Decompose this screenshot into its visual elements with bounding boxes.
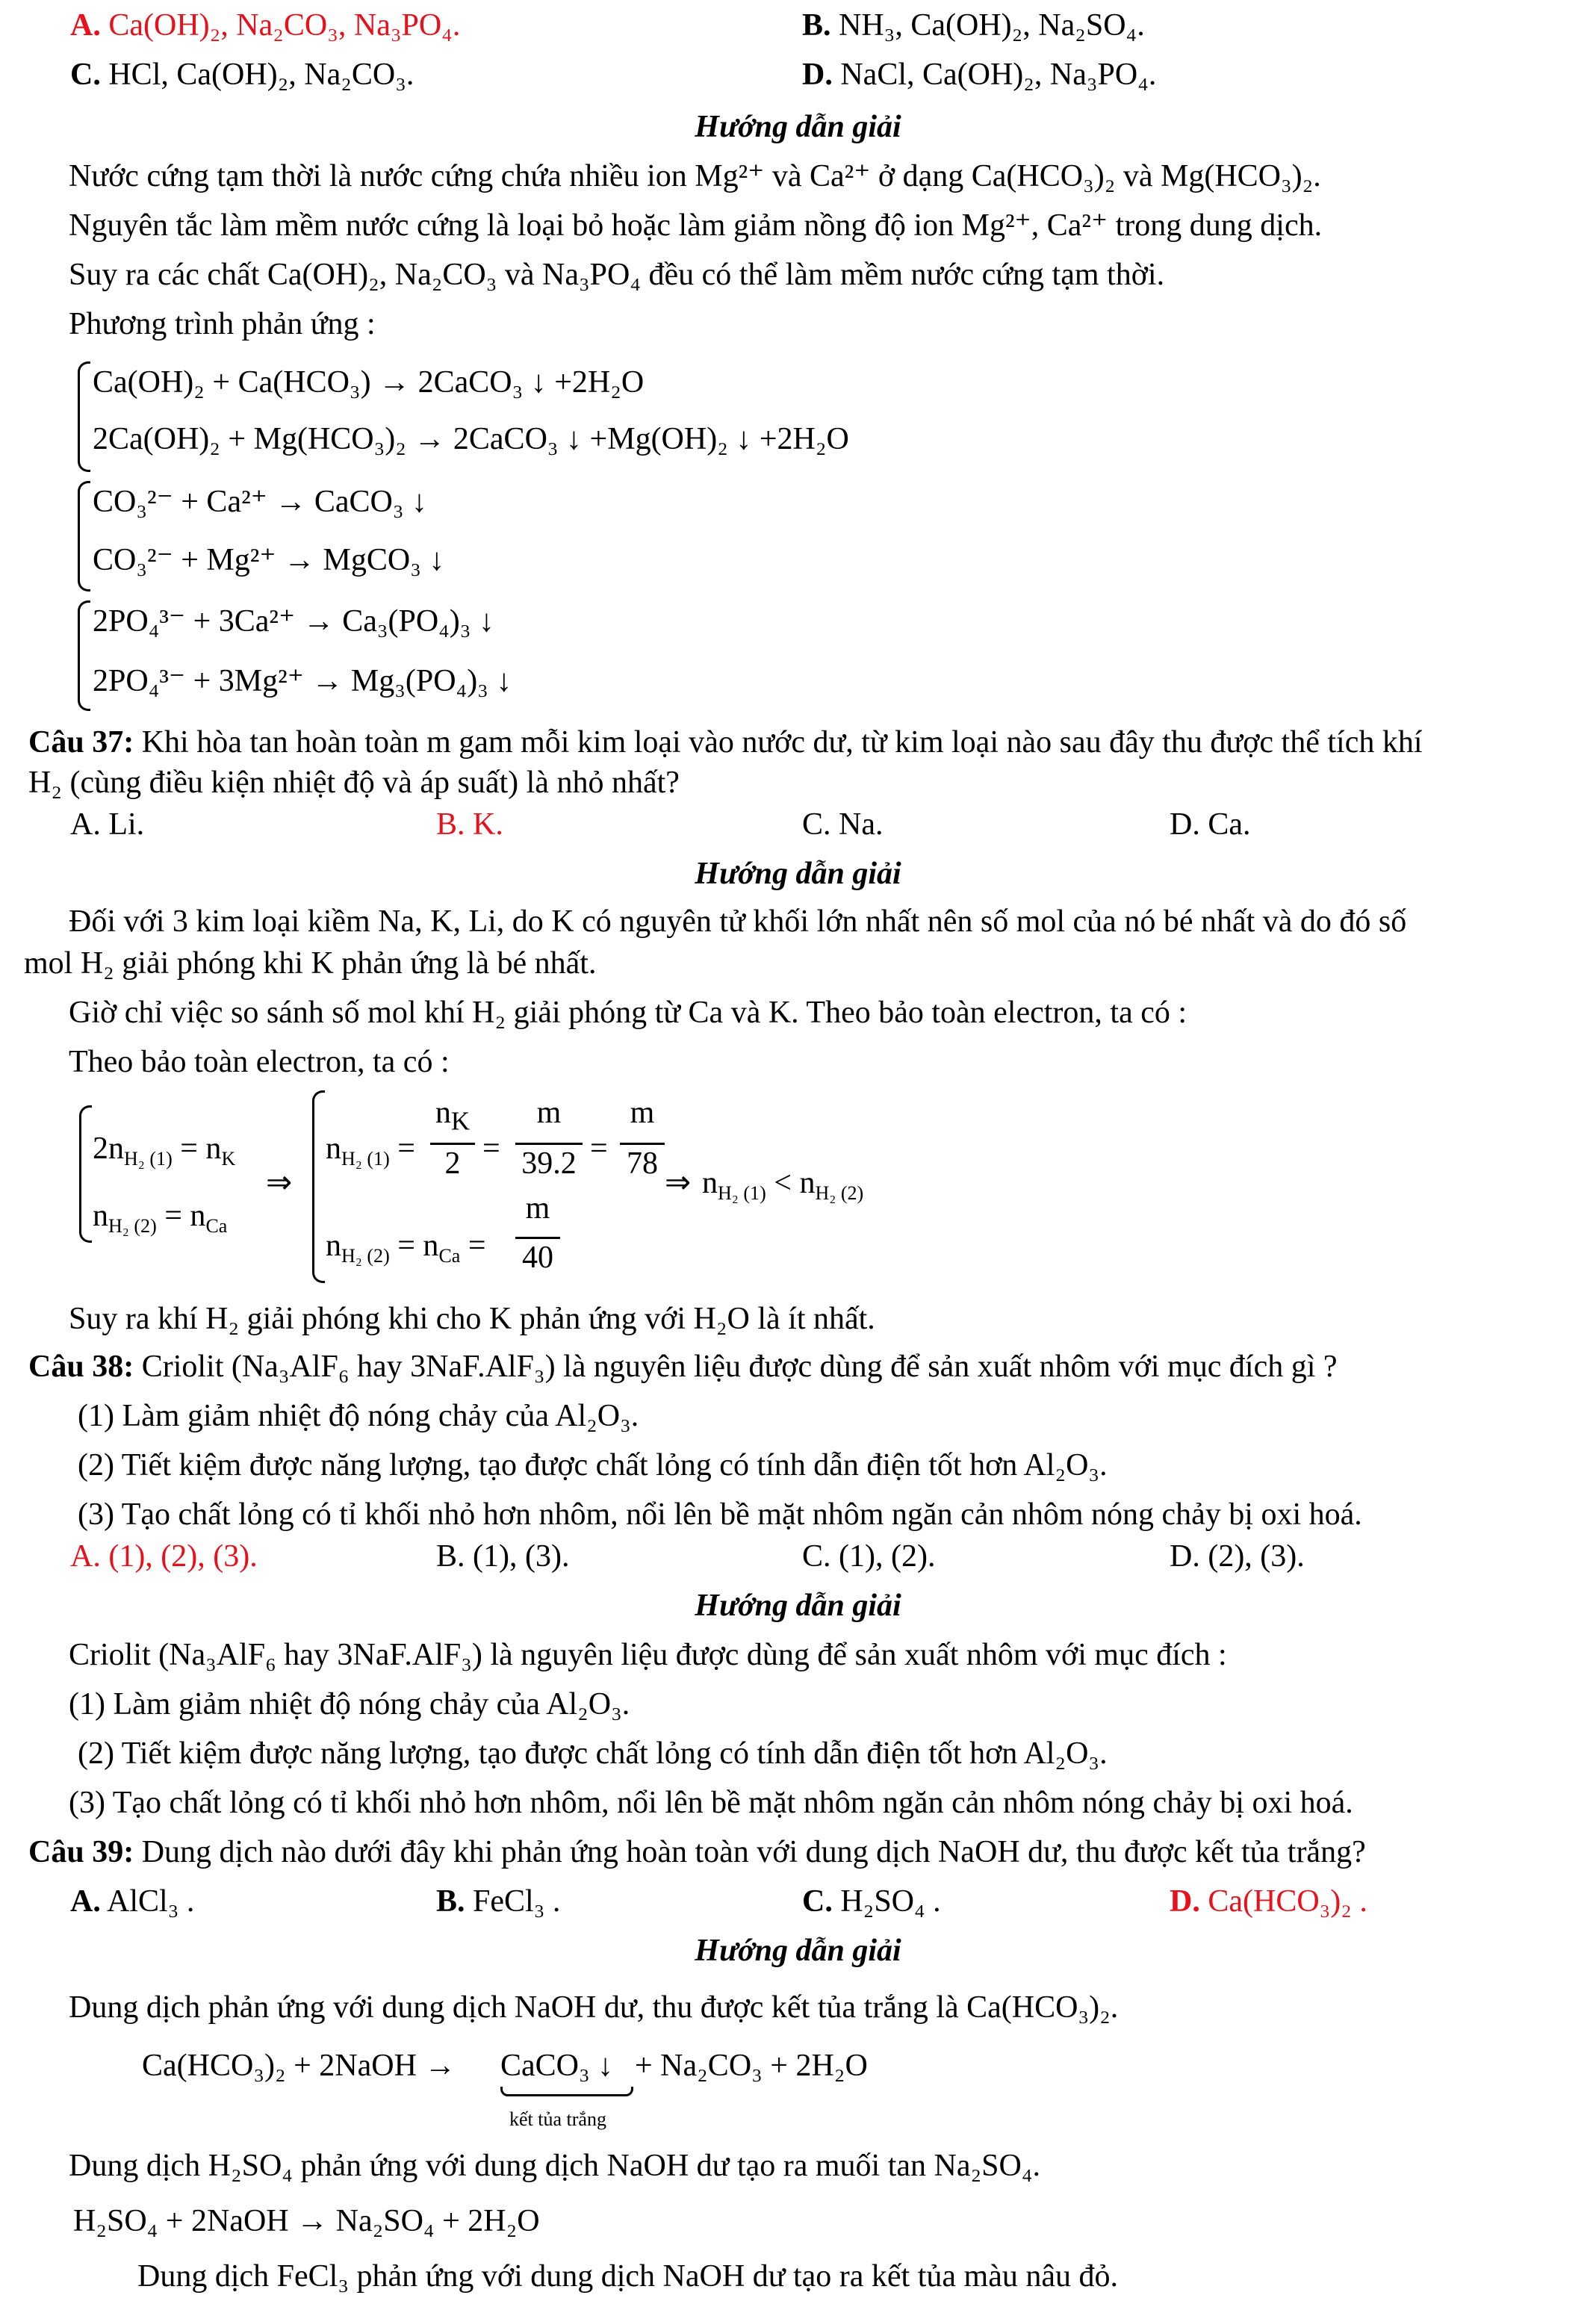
q39-equation-1-right: + Na₂CO₃ + 2H₂O [635, 2049, 868, 2083]
q36-solution-heading: Hướng dẫn giải [695, 110, 901, 144]
q37-question-line1: Câu 37: Khi hòa tan hoàn toàn m gam mỗi kim loại vào nước dư, từ kim loại nào sau đây thu được thể tích khí [28, 725, 1423, 760]
frac-m-num-2: m [630, 1096, 655, 1130]
q37-option-d: D. Ca. [1170, 807, 1251, 842]
math-eq-1: = [482, 1131, 500, 1166]
q38-question: Câu 38: Criolit (Na₃AlF₆ hay 3NaF.AlF₃) là nguyên liệu được dùng để sản xuất nhôm với mục đích gì ? [28, 1350, 1338, 1384]
frac-m-num-1: m [536, 1096, 562, 1130]
q39-option-b: B. FeCl₃ . [436, 1884, 561, 1919]
q37-solution-s2: mol H₂ giải phóng khi K phản ứng là bé nhất. [24, 946, 597, 981]
q38-solution-s2: (1) Làm giảm nhiệt độ nóng chảy của Al₂O₃. [69, 1687, 630, 1721]
q37-solution-s3: Giờ chỉ việc so sánh số mol khí H₂ giải phóng từ Ca và K. Theo bảo toàn electron, ta có : [69, 996, 1187, 1030]
math-brace-right [312, 1090, 325, 1283]
q39-option-a: A. AlCl₃ . [70, 1884, 195, 1919]
q36-solution-p1: Nước cứng tạm thời là nước cứng chứa nhiều ion Mg²⁺ và Ca²⁺ ở dạng Ca(HCO₃)₂ và Mg(HCO₃)₂. [69, 159, 1321, 193]
equation-1a: Ca(OH)₂ + Ca(HCO₃) → 2CaCO₃ ↓ +2H₂O [93, 365, 645, 400]
q37-solution-heading: Hướng dẫn giải [695, 857, 901, 891]
q36-solution-p4: Phương trình phản ứng : [69, 307, 376, 341]
math-n-h2-1: $n_{H_2 (1)}$ = [326, 1131, 415, 1170]
q38-item-1: (1) Làm giảm nhiệt độ nóng chảy của Al₂O₃. [78, 1399, 639, 1433]
q37-question-line2: H₂ (cùng điều kiện nhiệt độ và áp suất) là nhỏ nhất? [28, 766, 680, 800]
q39-solution-s3: Dung dịch FeCl₃ phản ứng với dung dịch NaOH dư tạo ra kết tủa màu nâu đỏ. [137, 2259, 1118, 2294]
math-n-h2-2: $n_{H_2 (2)} = n_{Ca}$ [93, 1199, 228, 1238]
equation-2a: CO₃²⁻ + Ca²⁺ → CaCO₃ ↓ [93, 485, 427, 519]
frac-two-den: 2 [444, 1146, 461, 1181]
system-brace-2 [78, 481, 90, 592]
equation-1b: 2Ca(OH)₂ + Mg(HCO₃)₂ → 2CaCO₃ ↓ +Mg(OH)₂ ↓ +2H₂O [93, 422, 849, 456]
q38-solution-s4: (3) Tạo chất lỏng có tỉ khối nhỏ hơn nhôm, nổi lên bề mặt nhôm ngăn cản nhôm nóng chảy bị oxi hoá. [69, 1786, 1353, 1820]
frac-392-den: 39.2 [521, 1146, 577, 1181]
q39-equation-1-left: Ca(HCO₃)₂ + 2NaOH → [142, 2049, 456, 2083]
q38-solution-s3: (2) Tiết kiệm được năng lượng, tạo được chất lỏng có tính dẫn điện tốt hơn Al₂O₃. [78, 1736, 1108, 1771]
frac-78-den: 78 [627, 1146, 658, 1181]
math-2n-h2-1: $2n_{H_2 (1)} = n_K$ [93, 1131, 236, 1170]
math-brace-left [79, 1105, 92, 1243]
q39-equation-2: H₂SO₄ + 2NaOH → Na₂SO₄ + 2H₂O [73, 2204, 540, 2238]
q36-option-d: D. NaCl, Ca(OH)₂, Na₃PO₄. [802, 58, 1157, 92]
q39-option-c: C. H₂SO₄ . [802, 1884, 941, 1919]
math-eq-2: = [590, 1131, 608, 1166]
q38-option-c: C. (1), (2). [802, 1539, 936, 1574]
math-compare: $n_{H_2 (1)} < n_{H_2 (2)}$ [702, 1166, 864, 1205]
q39-equation-1-note: kết tủa trắng [509, 2108, 606, 2130]
q39-equation-1-mid: CaCO₃ ↓ [500, 2049, 614, 2083]
q39-solution-heading: Hướng dẫn giải [695, 1934, 901, 1968]
frac-bar-4 [515, 1237, 560, 1239]
q38-solution-heading: Hướng dẫn giải [695, 1589, 901, 1623]
frac-bar-1 [430, 1143, 475, 1145]
q36-option-c: C. HCl, Ca(OH)₂, Na₂CO₃. [70, 58, 414, 92]
math-implies-1: ⇒ [266, 1166, 293, 1200]
underbrace [500, 2087, 633, 2096]
system-brace-3 [78, 600, 90, 711]
equation-2b: CO₃²⁻ + Mg²⁺ → MgCO₃ ↓ [93, 543, 445, 577]
q37-option-b: B. K. [436, 807, 503, 842]
q37-solution-s5: Suy ra khí H₂ giải phóng khi cho K phản ứng với H₂O là ít nhất. [69, 1302, 875, 1336]
q39-question: Câu 39: Dung dịch nào dưới đây khi phản ứng hoàn toàn với dung dịch NaOH dư, thu được kết tủa trắng? [28, 1835, 1366, 1869]
q39-solution-s2: Dung dịch H₂SO₄ phản ứng với dung dịch NaOH dư tạo ra muối tan Na₂SO₄. [69, 2149, 1040, 2183]
q36-solution-p3: Suy ra các chất Ca(OH)₂, Na₂CO₃ và Na₃PO₄ đều có thể làm mềm nước cứng tạm thời. [69, 258, 1165, 292]
equation-3a: 2PO₄³⁻ + 3Ca²⁺ → Ca₃(PO₄)₃ ↓ [93, 604, 494, 639]
q38-option-a: A. (1), (2), (3). [70, 1539, 258, 1574]
frac-bar-3 [620, 1143, 665, 1145]
q37-solution-s1: Đối với 3 kim loại kiềm Na, K, Li, do K có nguyên tử khối lớn nhất nên số mol của nó bé nhất và do đó số [69, 904, 1407, 939]
q38-solution-s1: Criolit (Na₃AlF₆ hay 3NaF.AlF₃) là nguyên liệu được dùng để sản xuất nhôm với mục đích : [69, 1638, 1227, 1672]
frac-m-num-3: m [525, 1191, 550, 1226]
math-n-h2-2-b: $n_{H_2 (2)} = n_{Ca}$ = [326, 1229, 486, 1267]
equation-3b: 2PO₄³⁻ + 3Mg²⁺ → Mg₃(PO₄)₃ ↓ [93, 664, 512, 698]
q39-option-d: D. Ca(HCO₃)₂ . [1170, 1884, 1367, 1919]
system-brace-1 [78, 361, 90, 472]
q37-solution-s4: Theo bảo toàn electron, ta có : [69, 1045, 450, 1079]
q38-item-2: (2) Tiết kiệm được năng lượng, tạo được chất lỏng có tính dẫn điện tốt hơn Al₂O₃. [78, 1448, 1108, 1482]
frac-bar-2 [515, 1143, 583, 1145]
frac-nk-num: $n_K$ [435, 1096, 471, 1136]
q37-option-c: C. Na. [802, 807, 884, 842]
q38-item-3: (3) Tạo chất lỏng có tỉ khối nhỏ hơn nhôm, nổi lên bề mặt nhôm ngăn cản nhôm nóng chảy bị oxi hoá. [78, 1497, 1362, 1532]
q36-option-a: A. Ca(OH)₂, Na₂CO₃, Na₃PO₄. [70, 8, 461, 43]
math-implies-2: ⇒ [665, 1166, 692, 1200]
q36-solution-p2: Nguyên tắc làm mềm nước cứng là loại bỏ hoặc làm giảm nồng độ ion Mg²⁺, Ca²⁺ trong dung dịch. [69, 208, 1323, 243]
q38-option-d: D. (2), (3). [1170, 1539, 1305, 1574]
frac-40-den: 40 [522, 1241, 553, 1275]
q36-option-b: B. NH₃, Ca(OH)₂, Na₂SO₄. [802, 8, 1145, 43]
q37-option-a: A. Li. [70, 807, 145, 842]
q39-solution-s1: Dung dịch phản ứng với dung dịch NaOH dư, thu được kết tủa trắng là Ca(HCO₃)₂. [69, 1990, 1119, 2025]
q38-option-b: B. (1), (3). [436, 1539, 570, 1574]
